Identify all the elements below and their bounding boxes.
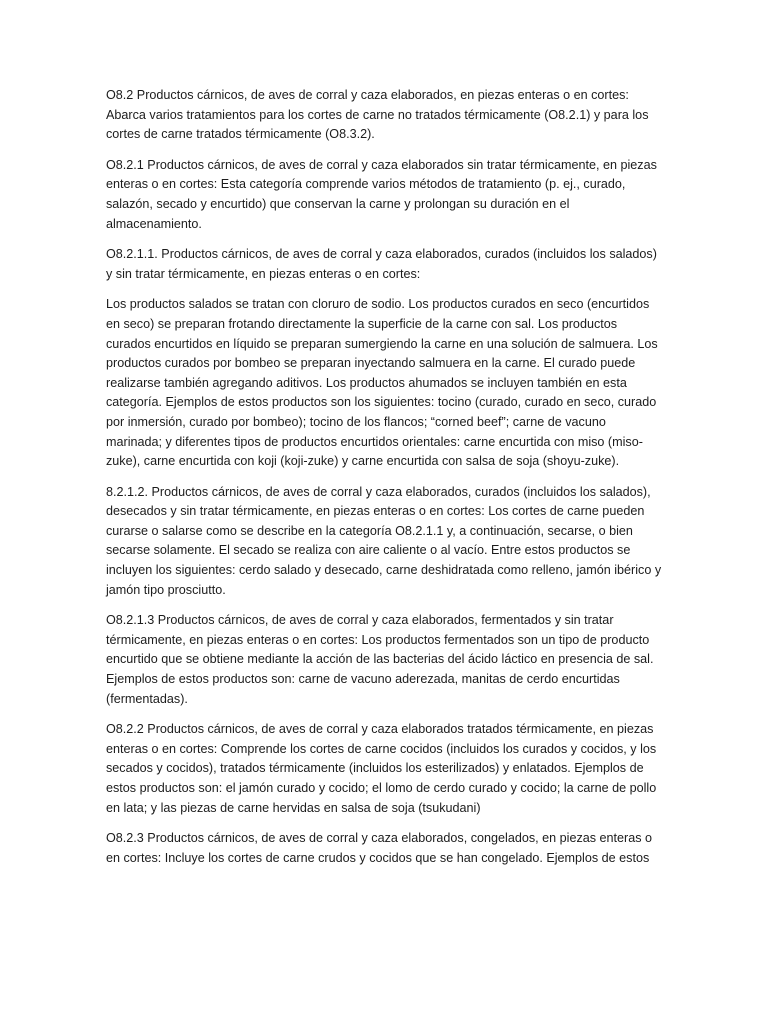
document-page [106,86,662,879]
paragraph-08-2: O8.2 Productos cárnicos, de aves de corral y caza elaborados, en piezas enteras o en cortes: Abarca varios tratamientos para los cortes de carne no tratados térmicamente (O8.2.1) y para los cortes de carne tratados térmicamente (O8.3.2). [106,88,649,142]
paragraph-08-2-1: O8.2.1 Productos cárnicos, de aves de corral y caza elaborados sin tratar térmicamente, en piezas enteras o en cortes: Esta categoría comprende varios métodos de tratamiento (p. ej., curado, salazón, secado y encurtido) que conservan la carne y prolongan su duración en el almacenamiento. [106,157,657,231]
paragraph-08-2-1-1-heading: O8.2.1.1. Productos cárnicos, de aves de corral y caza elaborados, curados (incluidos los salados) y sin tratar térmicamente, en piezas enteras o en cortes: [106,247,657,281]
paragraph-08-2-2: O8.2.2 Productos cárnicos, de aves de corral y caza elaborados tratados térmicamente, en piezas enteras o en cortes: Comprende los cortes de carne cocidos (incluidos los curados y cocidos, y los secados y cocidos), tratados térmicamente (incluidos los esterilizados) y enlatados. Ejemplos de estos productos son: el jamón curado y cocido; el lomo de cerdo curado y cocido; la carne de pollo en lata; y las piezas de carne hervidas en salsa de soja (tsukudani) [106,722,657,815]
paragraph-08-2-3: O8.2.3 Productos cárnicos, de aves de corral y caza elaborados, congelados, en piezas enteras o en cortes: Incluye los cortes de carne crudos y cocidos que se han congelado. Ejemplos de estos [106,831,653,865]
paragraph-08-2-1-3: O8.2.1.3 Productos cárnicos, de aves de corral y caza elaborados, fermentados y sin tratar térmicamente, en piezas enteras o en cortes: Los productos fermentados son un tipo de producto encurtido que se obtiene mediante la acción de las bacterias del ácido láctico en presencia de sal. Ejemplos de estos productos son: carne de vacuno aderezada, manitas de cerdo encurtidas (fermentadas). [106,613,654,706]
paragraph-8-2-1-2: 8.2.1.2. Productos cárnicos, de aves de corral y caza elaborados, curados (incluidos los salados), desecados y sin tratar térmicamente, en piezas enteras o en cortes: Los cortes de carne pueden curarse o salarse como se describe en la categoría O8.2.1.1 y, a continuación, secarse, o bien secarse solamente. El secado se realiza con aire caliente o al vacío. Entre estos productos se incluyen los siguientes: cerdo salado y desecado, carne deshidratada como relleno, jamón ibérico y jamón tipo prosciutto. [106,484,662,597]
paragraph-salted-products: Los productos salados se tratan con cloruro de sodio. Los productos curados en seco (encurtidos en seco) se preparan frotando directamente la superficie de la carne con sal. Los productos curados encurtidos en líquido se preparan sumergiendo la carne en una solución de salmuera. Los productos curados por bombeo se preparan inyectando salmuera en la carne. El curado puede realizarse también agregando aditivos. Los productos ahumados se incluyen también en esta categoría. Ejemplos de estos productos son los siguientes: tocino (curado, curado en seco, curado por inmersión, curado por bombeo); tocino de los flancos; “corned beef”; carne de vacuno marinada; y diferentes tipos de productos encurtidos orientales: carne encurtida con miso (miso-zuke), carne encurtida con koji (koji-zuke) y carne encurtida con salsa de soja (shoyu-zuke). [106,297,658,469]
